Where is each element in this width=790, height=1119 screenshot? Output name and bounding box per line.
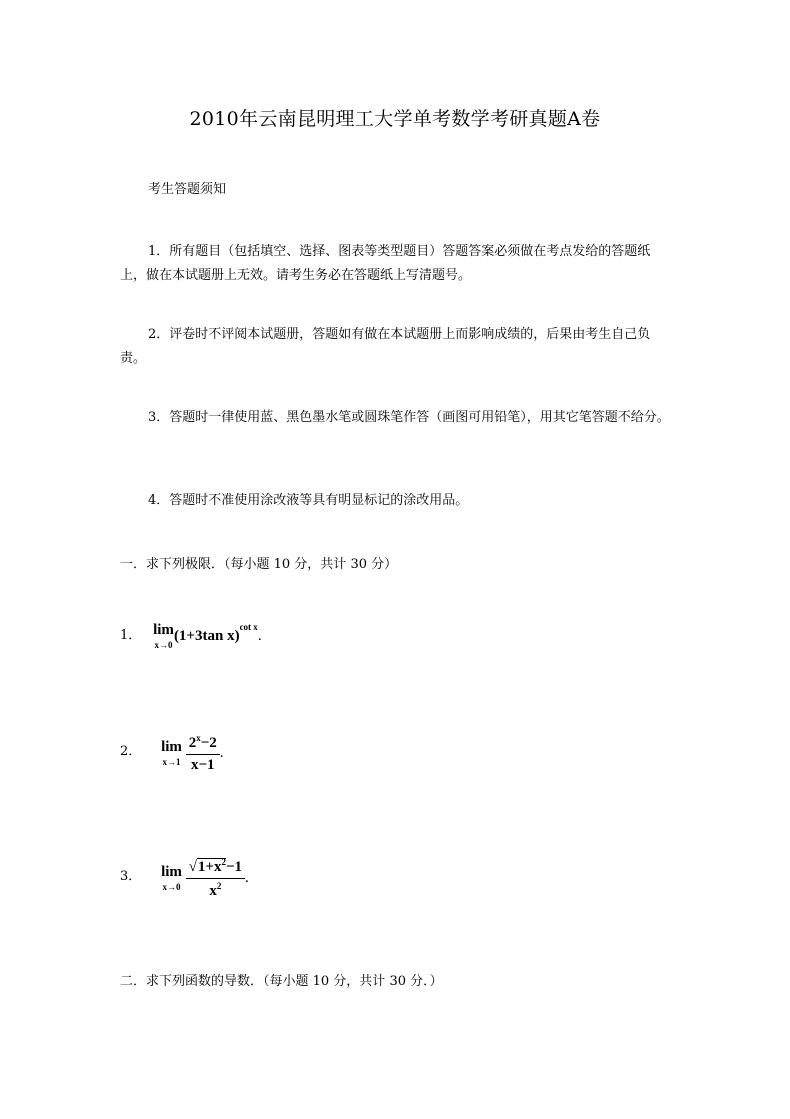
- problem-1: 1． lim x→0 (1+3tan x)$^{cot x}$.: [120, 622, 262, 651]
- limit-operator: lim x→1: [161, 739, 182, 767]
- problem-3-fraction: $\frac{√1+x^2-1}{x^2}$: [186, 857, 245, 900]
- notice-item-2: 2．评卷时不评阅本试题册，答题如有做在本试题册上而影响成绩的，后果由考生自己负责。: [120, 327, 651, 366]
- problem-2-fraction: $\frac{2^x-2}{x-1}$: [186, 733, 220, 774]
- problem-1-base: (1+3tan x): [173, 628, 240, 645]
- notice-item-3: 3．答题时一律使用蓝、黑色墨水笔或圆珠笔作答（画图可用铅笔），用其它笔答题不给分。: [148, 410, 670, 425]
- limit-operator: lim x→0: [153, 622, 174, 651]
- limit-operator: lim x→0: [161, 864, 182, 892]
- page-title: 2010年云南昆明理工大学单考数学考研真题A卷: [189, 108, 601, 130]
- notice-heading: 考生答题须知: [148, 182, 227, 197]
- problem-2-number: 2．: [120, 744, 142, 760]
- problem-1-exponent: cot x: [239, 622, 258, 632]
- problem-1-number: 1．: [120, 627, 142, 643]
- problem-3: 3． lim x→0 $\frac{√1+x^2-1}{x^2}$ .: [120, 857, 249, 899]
- problem-2: 2． lim x→1 $\frac{2^x-2}{x-1}$ .: [120, 733, 224, 773]
- notice-item-1: 1．所有题目（包括填空、选择、图表等类型题目）答题答案必须做在考点发给的答题纸上，做在本试题册上无效。请考生务必在答题纸上写清题号。: [120, 244, 651, 283]
- notice-item-4: 4．答题时不准使用涂改液等具有明显标记的涂改用品。: [148, 493, 469, 508]
- problem-3-number: 3．: [120, 869, 142, 885]
- section-2-heading: 二．求下列函数的导数．（每小题 10 分，共计 30 分．）: [120, 974, 443, 989]
- section-1-heading: 一．求下列极限．（每小题 10 分，共计 30 分）: [120, 557, 398, 572]
